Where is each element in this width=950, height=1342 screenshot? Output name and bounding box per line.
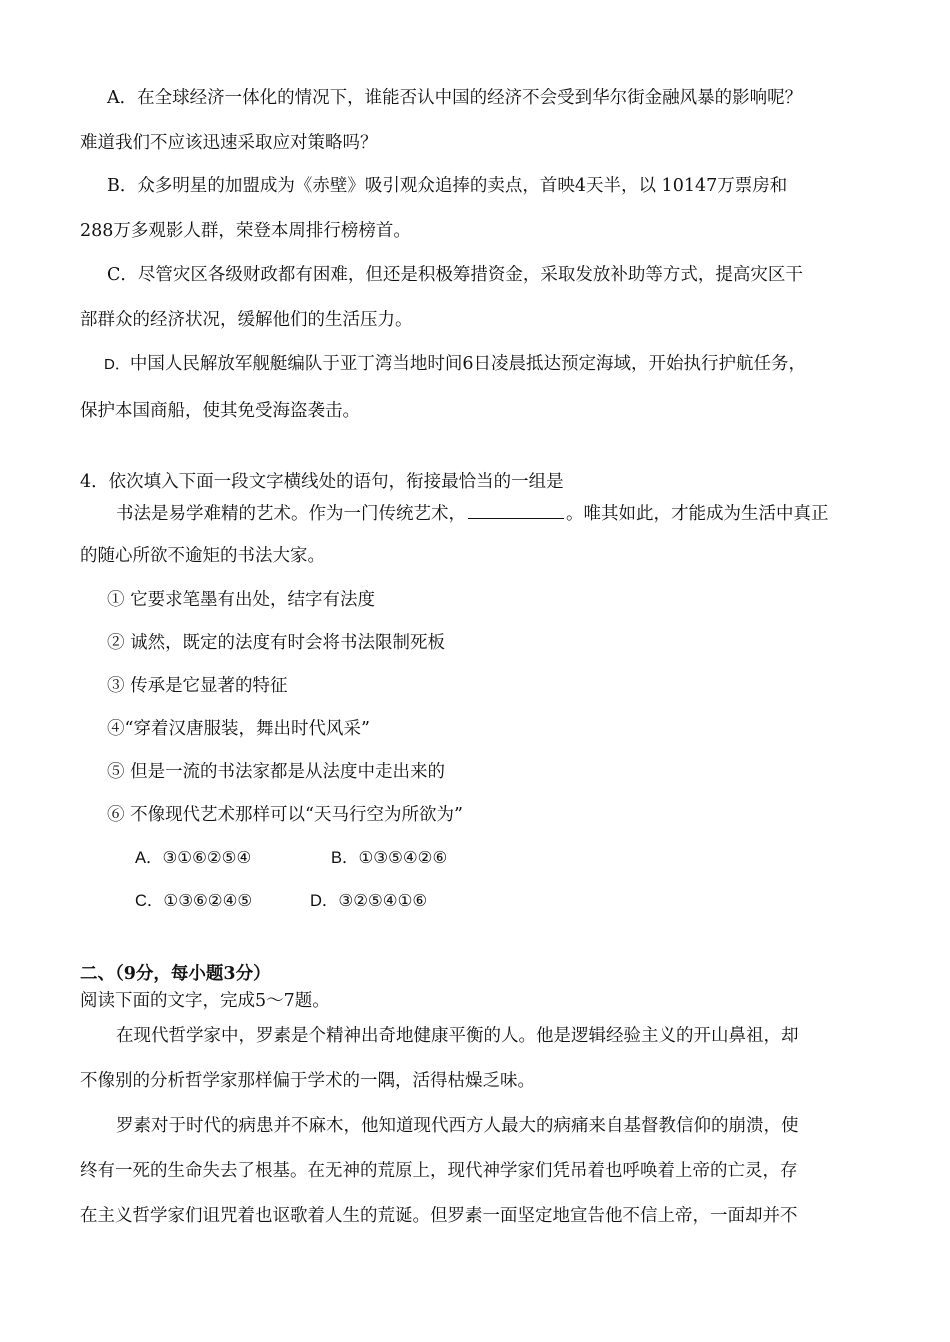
passage-p1-line1: 在现代哲学家中，罗素是个精神出奇地健康平衡的人。他是逻辑经验主义的开山鼻祖，却: [116, 1026, 799, 1046]
passage-p1-line2: 不像别的分析哲学家那样偏于学术的一隅，活得枯燥乏味。: [80, 1071, 535, 1091]
q3-option-b-line1: B．众多明星的加盟成为《赤壁》吸引观众追捧的卖点，首映4天半，以 10147万票房和: [107, 176, 788, 196]
q3-option-d-label: D．: [104, 356, 130, 373]
section2-heading: 二、（9分，每小题3分）: [80, 964, 271, 984]
q3-option-c-line1: C．尽管灾区各级财政都有困难，但还是积极筹措资金，采取发放补助等方式，提高灾区干: [107, 265, 803, 285]
passage-p2-line1: 罗素对于时代的病患并不麻木，他知道现代西方人最大的病痛来自基督教信仰的崩溃，使: [116, 1116, 799, 1136]
q4-passage-line2: 的随心所欲不逾矩的书法大家。: [80, 546, 325, 566]
q4-passage-after: 。唯其如此，才能成为生活中真正: [566, 504, 829, 524]
q3-option-c-line2: 部群众的经济状况，缓解他们的生活压力。: [80, 310, 413, 330]
q4-passage-before: 书法是易学难精的艺术。作为一门传统艺术，: [116, 504, 466, 524]
passage-p2-line3: 在主义哲学家们诅咒着也讴歌着人生的荒诞。但罗素一面坚定地宣告他不信上帝，一面却并不: [80, 1206, 798, 1226]
section2-instruction: 阅读下面的文字，完成5～7题。: [80, 991, 330, 1011]
q4-option-b: B．①③⑤④②⑥: [331, 849, 448, 867]
q4-stem: 4．依次填入下面一段文字横线处的语句，衔接最恰当的一组是: [80, 472, 564, 492]
q4-item-6: ⑥ 不像现代艺术那样可以“天马行空为所欲为”: [107, 805, 463, 825]
q4-passage-line1: [116, 500, 829, 526]
q4-options-row2: [135, 889, 427, 913]
q4-option-a: A．③①⑥②⑤④: [135, 849, 252, 867]
q3-option-d-text: 中国人民解放军舰艇编队于亚丁湾当地时间6日凌晨抵达预定海域，开始执行护航任务，: [129, 354, 806, 374]
q4-option-c: C．①③⑥②④⑤: [135, 892, 253, 910]
q4-item-2: ② 诚然，既定的法度有时会将书法限制死板: [107, 633, 446, 653]
passage-p2-line2: 终有一死的生命失去了根基。在无神的荒原上，现代神学家们凭吊着也呼唤着上帝的亡灵，存: [80, 1161, 798, 1181]
q3-option-a-line2: 难道我们不应该迅速采取应对策略吗？: [80, 133, 378, 153]
q4-option-d: D．③②⑤④①⑥: [310, 892, 428, 910]
q4-item-3: ③ 传承是它显著的特征: [107, 676, 288, 696]
q3-option-d-line1: [104, 352, 806, 377]
q3-option-d-line2: 保护本国商船，使其免受海盗袭击。: [80, 401, 360, 421]
q3-option-a-line1: A．在全球经济一体化的情况下，谁能否认中国的经济不会受到华尔街金融风暴的影响呢？: [107, 88, 803, 108]
q4-options-row1: [135, 846, 447, 870]
q4-blank: [468, 500, 564, 519]
q4-item-4: ④“穿着汉唐服装，舞出时代风采”: [107, 719, 370, 739]
q3-option-b-line2: 288万多观影人群，荣登本周排行榜榜首。: [80, 221, 411, 241]
q4-item-5: ⑤ 但是一流的书法家都是从法度中走出来的: [107, 762, 446, 782]
q4-item-1: ① 它要求笔墨有出处，结字有法度: [107, 590, 376, 610]
